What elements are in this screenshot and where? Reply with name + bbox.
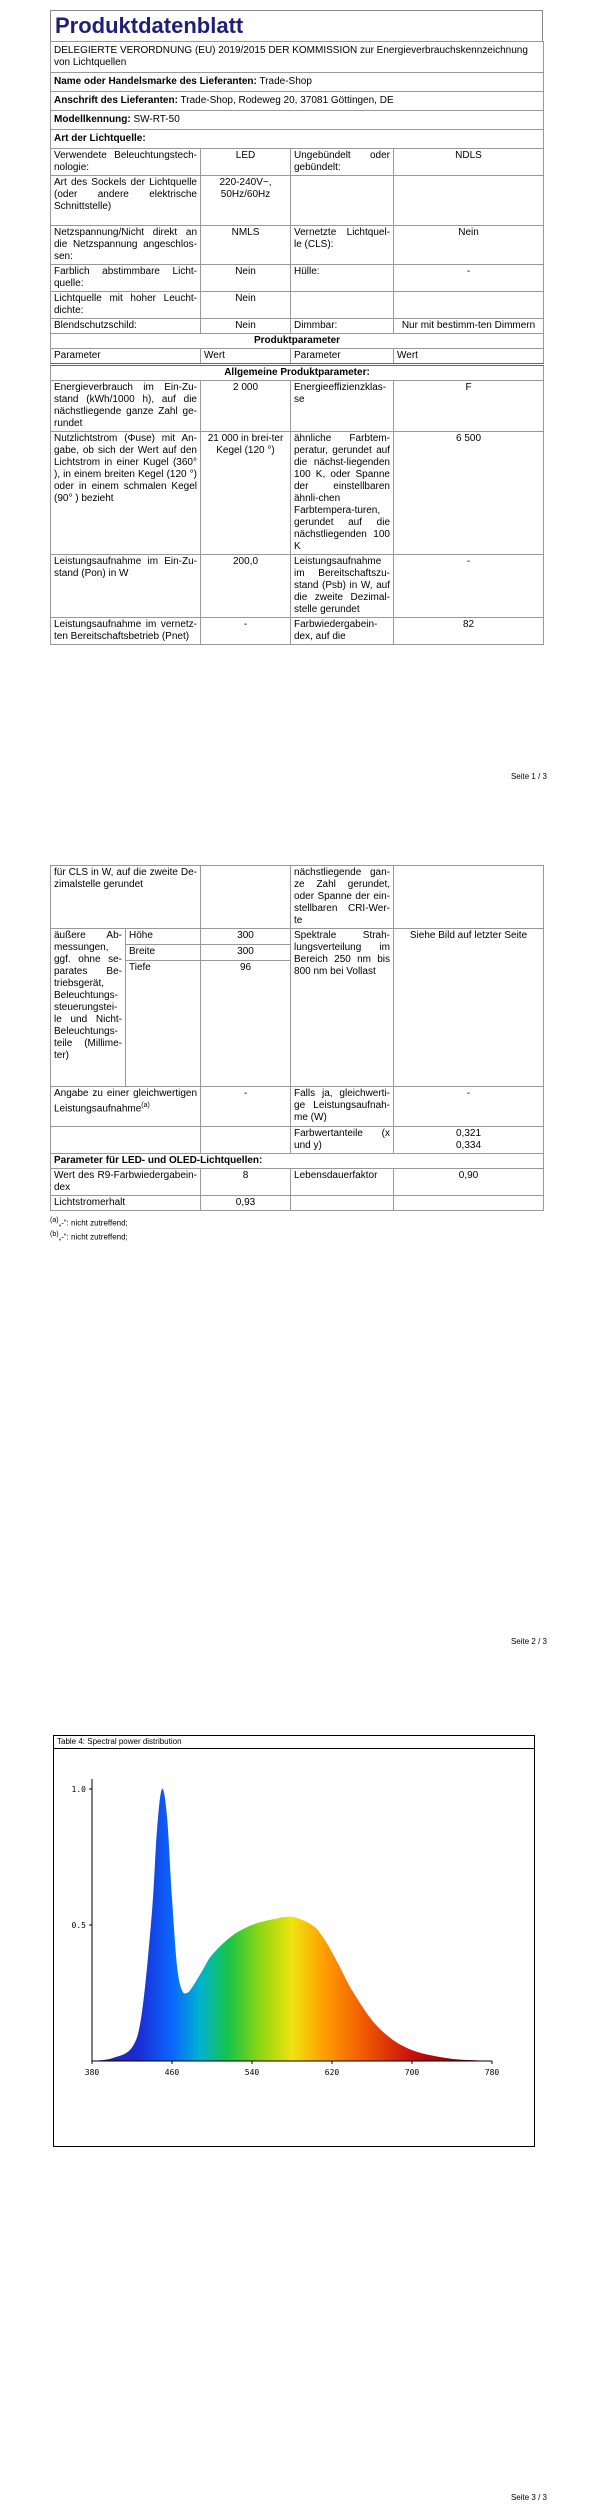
table-row [51,1196,544,1211]
table-row [51,432,544,555]
equivalent-power-label [51,1087,201,1127]
type-value: Nein [201,292,291,319]
dimension-name: Breite [126,945,201,961]
dimension-spacer [126,977,201,1087]
footnote-marker: (a) [141,1102,150,1109]
param-value [201,866,291,929]
table-row [51,866,544,929]
type-label: Netzspannung/Nicht direkt an die Netzspannung angeschlos-sen: [51,226,201,265]
supplier-address-value: Trade-Shop, Rodeweg 20, 37081 Göttingen, DE [180,95,394,106]
general-params-heading: Allgemeine Produktparameter: [51,365,544,381]
footnote-text: „-“: nicht zutreffend; [58,1232,128,1242]
type-value: NMLS [201,226,291,265]
spectral-power-chart [54,1749,532,2147]
param-label: Energieverbrauch im Ein-Zu-stand (kWh/1000 h), auf die nächstliegende ganze Zahl ge-rundet [51,381,201,432]
table-row [51,618,544,645]
table-row [51,226,544,265]
dimension-value: 300 [201,945,291,961]
type-label: Blendschutzschild: [51,319,201,334]
param-label: ähnliche Farbtem-peratur, gerundet auf die nächst-liegenden 100 K, oder Spanne der einstellbaren ähnli-chen Farbtempera-turen, gerundet auf die nächstliegenden 100 K [291,432,394,555]
type-value [394,292,544,319]
dimension-name: Tiefe [126,961,201,977]
param-label: Leistungsaufnahme im Ein-Zu-stand (Pon) in W [51,555,201,618]
table-row [51,555,544,618]
equivalent-power-value: - [201,1087,291,1127]
type-value [394,176,544,226]
table-row [51,1087,544,1127]
chromaticity-value [394,1127,544,1154]
page-1 [0,0,591,790]
type-value: Nein [201,319,291,334]
supplier-address-label: Anschrift des Lieferanten: [54,95,178,106]
table-row [51,292,544,319]
table-row [51,381,544,432]
param-value: 2 000 [201,381,291,432]
dimension-spacer [201,977,291,1087]
spectral-label: Spektrale Strah-lungsverteilung im Bereich 250 nm bis 800 nm bei Vollast [291,929,394,1087]
x-tick-label: 620 [324,2068,340,2077]
equivalent-power-text: Angabe zu einer gleichwertigen Leistungsaufnahme [54,1088,198,1115]
chromaticity-x: 0,321 [456,1128,482,1139]
page-title: Produktdatenblatt [50,10,543,41]
type-value: LED [201,149,291,176]
table-row [51,1169,544,1196]
regulation-text: DELEGIERTE VERORDNUNG (EU) 2019/2015 DER KOMMISSION zur Energieverbrauchskennzeichnung von Lichtquellen [51,42,544,73]
type-value: Nur mit bestimm-ten Dimmern [394,319,544,334]
model-label: Modellkennung: [54,114,131,125]
params-column-headers [51,349,544,365]
table-row [51,929,544,945]
life-factor-value: 0,90 [394,1169,544,1196]
supplier-address-row [51,92,544,111]
type-value: 220-240V~, 50Hz/60Hz [201,176,291,226]
y-tick-label: 0.5 [71,1921,86,1930]
param-value [394,866,544,929]
datasheet-page-2 [50,865,543,1242]
footnote-marker: (a) [50,1217,59,1224]
param-label: nächstliegende gan-ze Zahl gerundet, oder Spanne der ein-stellbaren CRI-Wer-te [291,866,394,929]
x-tick-label: 540 [244,2068,260,2077]
r9-label: Wert des R9-Farbwiedergabein-dex [51,1169,201,1196]
type-heading: Art der Lichtquelle: [51,130,544,149]
type-value: - [394,265,544,292]
page-2 [0,855,591,1655]
param-value: - [201,618,291,645]
empty-cell [394,1196,544,1211]
dimensions-label: äußere Ab-messungen, ggf. ohne se-parates Be-triebsgerät, Beleuchtungs-steuerungstei-le und Nicht-Beleuchtungs-teile (Millime-ter) [51,929,126,1087]
param-value: F [394,381,544,432]
footnote-b [50,1229,543,1243]
r9-value: 8 [201,1169,291,1196]
supplier-name-row [51,73,544,92]
param-value: 82 [394,618,544,645]
x-tick-label: 380 [84,2068,100,2077]
type-label: Dimmbar: [291,319,394,334]
x-tick-label: 700 [404,2068,420,2077]
type-label: Vernetzte Lichtquel-le (CLS): [291,226,394,265]
footnote-text: „-“: nicht zutreffend; [58,1218,128,1228]
empty-cell [201,1127,291,1154]
type-label: Lichtquelle mit hoher Leucht-dichte: [51,292,201,319]
page-3 [0,1705,591,2510]
param-label: Nutzlichtstrom (Φuse) mit An-gabe, ob sich der Wert auf den Lichtstrom in einer Kugel (360° ), in einem breiten Kegel (120 °) oder in einem schmalen Kegel (90° ) bezieht [51,432,201,555]
spectrum-area [92,1789,492,2061]
type-label: Verwendete Beleuchtungstech-nologie: [51,149,201,176]
table-row [51,149,544,176]
dimension-value: 300 [201,929,291,945]
datasheet-table-continued [50,865,544,1211]
type-label [291,176,394,226]
model-value: SW-RT-50 [133,114,180,125]
same-power-value: - [394,1087,544,1127]
lumen-maintenance-label: Lichtstromerhalt [51,1196,201,1211]
x-tick-label: 780 [484,2068,500,2077]
param-label: Leistungsaufnahme im Bereitschaftszu-stand (Psb) in W, auf die zweite Dezimal-stelle gerundet [291,555,394,618]
param-label: für CLS in W, auf die zweite De-zimalstelle gerundet [51,866,201,929]
type-label: Ungebündelt oder gebündelt: [291,149,394,176]
table-row [51,265,544,292]
led-params-heading: Parameter für LED- und OLED-Lichtquellen: [51,1154,544,1169]
page-number: Seite 1 / 3 [510,772,547,781]
chromaticity-label: Farbwertanteile (x und y) [291,1127,394,1154]
footnotes [50,1215,543,1242]
page-number: Seite 2 / 3 [510,1637,547,1646]
y-tick-label: 1.0 [71,1785,86,1794]
param-value: 21 000 in brei-ter Kegel (120 °) [201,432,291,555]
col-param: Parameter [291,349,394,365]
datasheet-page-1 [50,10,543,645]
type-value: Nein [394,226,544,265]
table-row [51,1127,544,1154]
life-factor-label: Lebensdauerfaktor [291,1169,394,1196]
supplier-name-value: Trade-Shop [259,76,312,87]
model-row [51,111,544,130]
empty-cell [291,1196,394,1211]
param-value: 6 500 [394,432,544,555]
table-row [51,176,544,226]
param-label: Energieeffizienzklas-se [291,381,394,432]
col-value: Wert [394,349,544,365]
footnote-marker: (b) [50,1230,59,1238]
dimension-name: Höhe [126,929,201,945]
col-value: Wert [201,349,291,365]
dimension-value: 96 [201,961,291,977]
param-value: 200,0 [201,555,291,618]
footnote-a [50,1215,543,1229]
type-label: Art des Sockels der Lichtquelle (oder andere elektrische Schnittstelle) [51,176,201,226]
chart-caption: Table 4: Spectral power distribution [54,1736,534,1749]
same-power-label: Falls ja, gleichwerti-ge Leistungsaufnah-me (W) [291,1087,394,1127]
type-label: Farblich abstimmbare Licht-quelle: [51,265,201,292]
datasheet-table [50,41,544,645]
col-param: Parameter [51,349,201,365]
params-heading: Produktparameter [51,334,544,349]
table-row [51,319,544,334]
param-label: Farbwiedergabein-dex, auf die [291,618,394,645]
page-number: Seite 3 / 3 [510,2493,547,2502]
spectrum-chart-box [53,1735,535,2147]
type-value: NDLS [394,149,544,176]
x-tick-label: 460 [164,2068,180,2077]
param-label: Leistungsaufnahme im vernetz-ten Bereitschaftsbetrieb (Pnet) [51,618,201,645]
type-value: Nein [201,265,291,292]
supplier-name-label: Name oder Handelsmarke des Lieferanten: [54,76,257,87]
type-label [291,292,394,319]
empty-cell [51,1127,201,1154]
param-value: - [394,555,544,618]
type-label: Hülle: [291,265,394,292]
chromaticity-y: 0,334 [456,1140,482,1151]
lumen-maintenance-value: 0,93 [201,1196,291,1211]
spectral-value: Siehe Bild auf letzter Seite [394,929,544,1087]
